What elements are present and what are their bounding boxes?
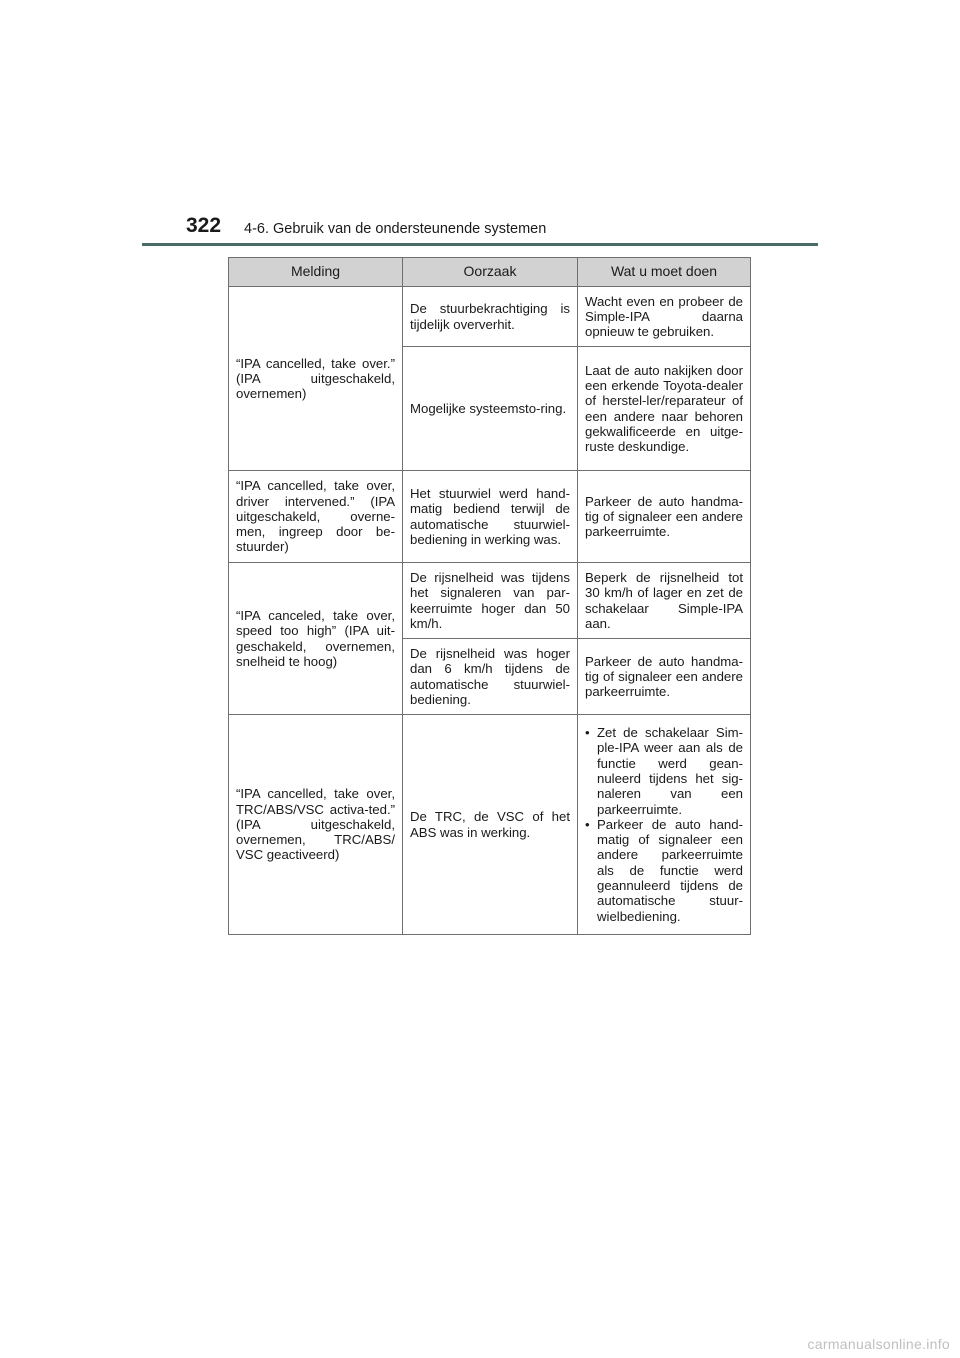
header-rule: [142, 243, 818, 246]
action-bullet: • Parkeer de auto hand-matig of signaleer een andere parkeerruimte als de functie werd geannuleerd tijdens de automatische stuur-wielbediening.: [585, 817, 743, 924]
actie-cell: Wacht even en probeer de Simple-IPA daarna opnieuw te gebruiken.: [578, 287, 751, 347]
section-title: 4-6. Gebruik van de ondersteunende systemen: [244, 221, 547, 237]
actie-cell: Beperk de rijsnelheid tot 30 km/h of lager en zet de schakelaar Simple-IPA aan.: [578, 563, 751, 639]
column-header-melding: Melding: [229, 258, 403, 287]
column-header-actie: Wat u moet doen: [578, 258, 751, 287]
oorzaak-cell: De rijsnelheid was tijdens het signaleren van par-keerruimte hoger dan 50 km/h.: [403, 563, 578, 639]
oorzaak-cell: De TRC, de VSC of het ABS was in werking.: [403, 715, 578, 935]
actie-cell: [578, 715, 751, 935]
table-row: [229, 287, 751, 347]
actie-cell: Laat de auto nakijken door een erkende Toyota-dealer of herstel-ler/reparateur of een andere naar behoren gekwalificeerde en uitge-ruste deskundige.: [578, 347, 751, 471]
oorzaak-cell: De stuurbekrachtiging is tijdelijk oververhit.: [403, 287, 578, 347]
table-row: [229, 471, 751, 563]
actie-cell: Parkeer de auto handma-tig of signaleer een andere parkeerruimte.: [578, 471, 751, 563]
melding-cell: “IPA cancelled, take over, TRC/ABS/VSC activa-ted.” (IPA uitgeschakeld, overnemen, TRC/ABS/ VSC geactiveerd): [229, 715, 403, 935]
melding-cell: “IPA cancelled, take over, driver intervened.” (IPA uitgeschakeld, overne-men, ingreep door be-stuurder): [229, 471, 403, 563]
action-bullet-list: [585, 725, 743, 924]
column-header-oorzaak: Oorzaak: [403, 258, 578, 287]
table-row: [229, 563, 751, 639]
table-row: [229, 715, 751, 935]
watermark: carmanualsonline.info: [807, 1336, 950, 1352]
action-bullet: • Zet de schakelaar Sim-ple-IPA weer aan als de functie werd gean-nuleerd tijdens het sig-naleren van een parkeerruimte.: [585, 725, 743, 817]
message-table: [228, 257, 751, 935]
oorzaak-cell: Mogelijke systeemsto-ring.: [403, 347, 578, 471]
page-number: 322: [186, 214, 222, 237]
melding-cell: “IPA cancelled, take over.” (IPA uitgeschakeld, overnemen): [229, 287, 403, 471]
melding-cell: “IPA canceled, take over, speed too high” (IPA uit-geschakeld, overnemen, snelheid te hoog): [229, 563, 403, 715]
actie-cell: Parkeer de auto handma-tig of signaleer een andere parkeerruimte.: [578, 639, 751, 715]
oorzaak-cell: De rijsnelheid was hoger dan 6 km/h tijdens de automatische stuurwiel-bediening.: [403, 639, 578, 715]
oorzaak-cell: Het stuurwiel werd hand-matig bediend terwijl de automatische stuurwiel-bediening in werking was.: [403, 471, 578, 563]
table-header-row: [229, 258, 751, 287]
